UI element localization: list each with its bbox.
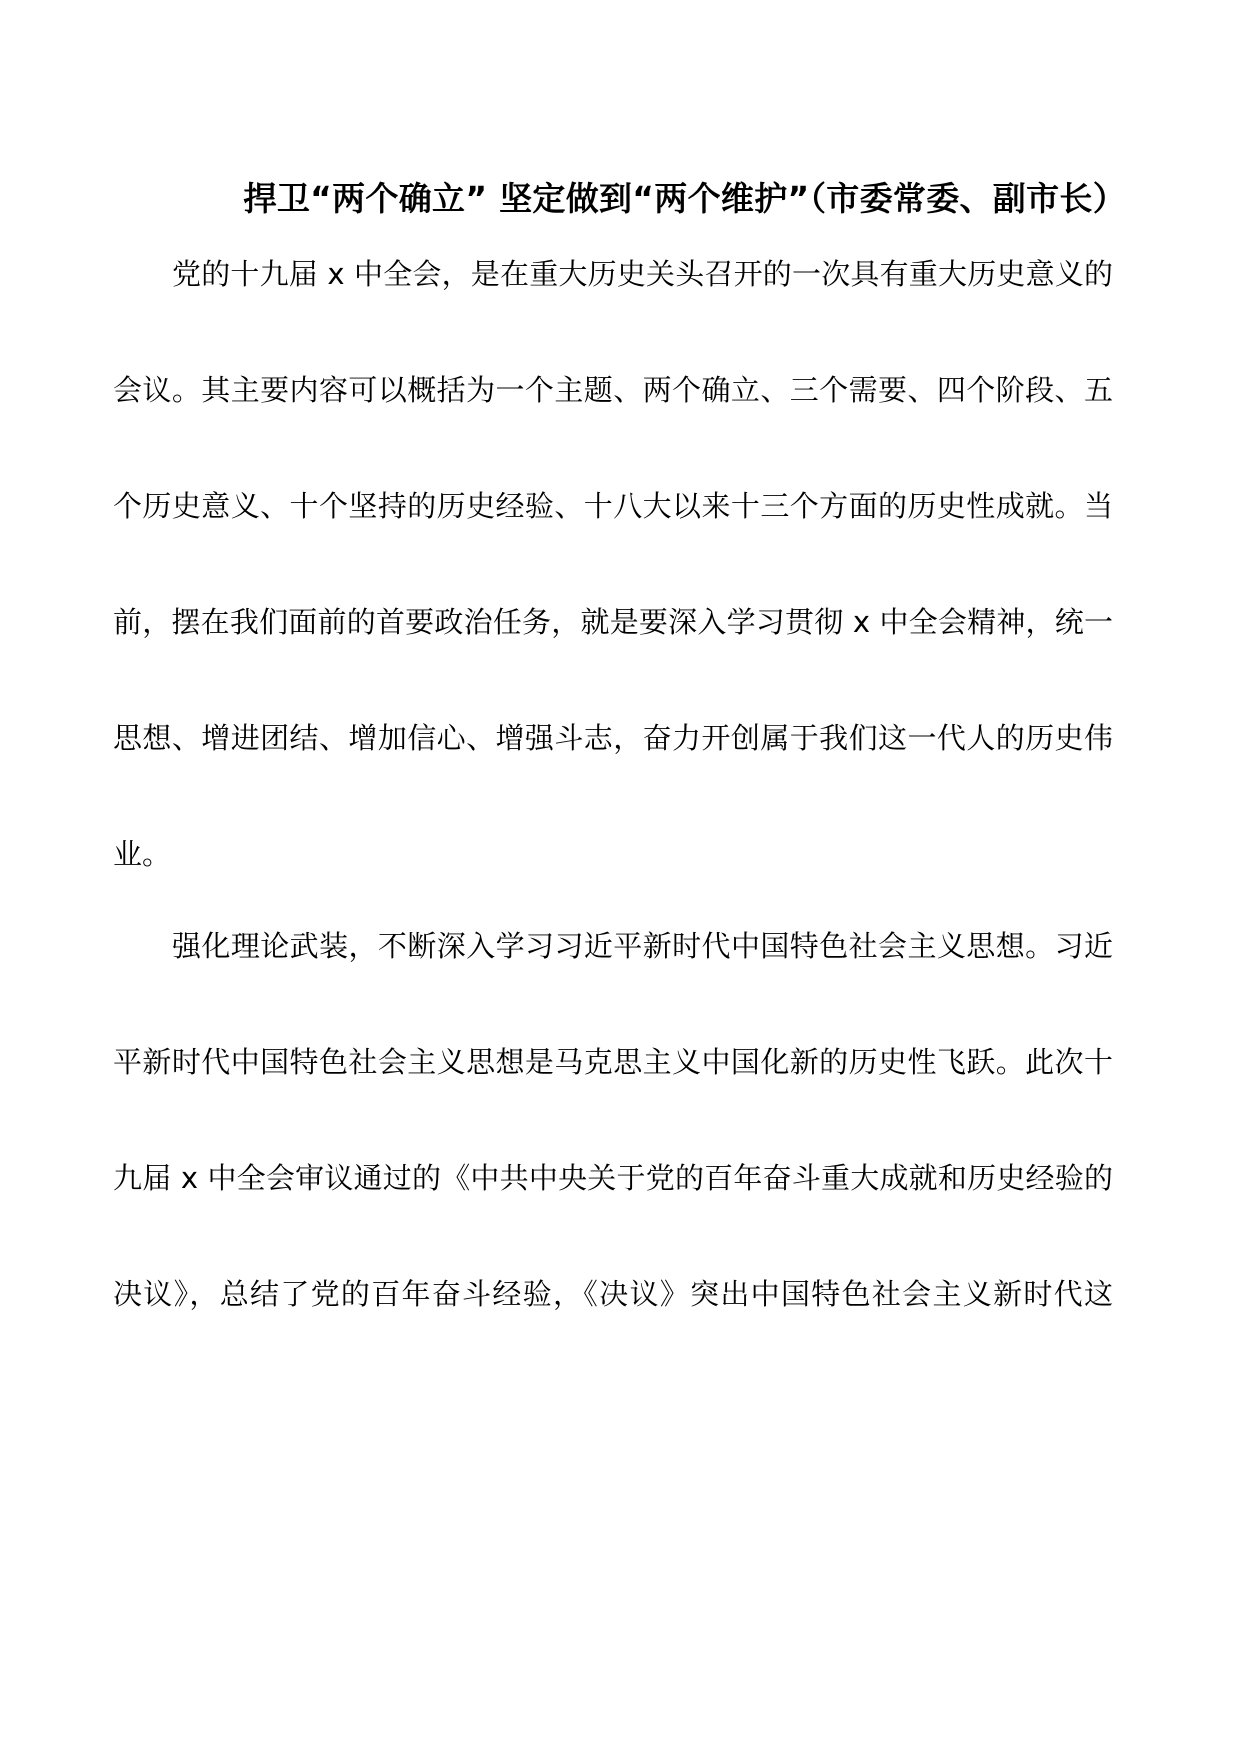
paragraph-line: 业。 (113, 837, 172, 871)
paragraph-line: 平新时代中国特色社会主义思想是马克思主义中国化新的历史性飞跃。此次十 (113, 1045, 1113, 1079)
paragraph-line: 思想、增进团结、增加信心、增强斗志，奋力开创属于我们这一代人的历史伟 (113, 721, 1113, 755)
paragraph-line: 党的十九届 x 中全会，是在重大历史关头召开的一次具有重大历史意义的 (172, 257, 1113, 291)
paragraph-line: 九届 x 中全会审议通过的《中共中央关于党的百年奋斗重大成就和历史经验的 (113, 1161, 1113, 1195)
paragraph-line: 个历史意义、十个坚持的历史经验、十八大以来十三个方面的历史性成就。当 (113, 489, 1113, 523)
document-title: 捍卫“两个确立” 坚定做到“两个维护”（市委常委、副市长） (243, 179, 1126, 218)
paragraph-line: 前，摆在我们面前的首要政治任务，就是要深入学习贯彻 x 中全会精神，统一 (113, 605, 1113, 639)
paragraph-line: 决议》，总结了党的百年奋斗经验，《决议》突出中国特色社会主义新时代这 (113, 1277, 1113, 1311)
paragraph-line: 强化理论武装，不断深入学习习近平新时代中国特色社会主义思想。习近 (172, 929, 1113, 963)
paragraph-line: 会议。其主要内容可以概括为一个主题、两个确立、三个需要、四个阶段、五 (113, 373, 1113, 407)
